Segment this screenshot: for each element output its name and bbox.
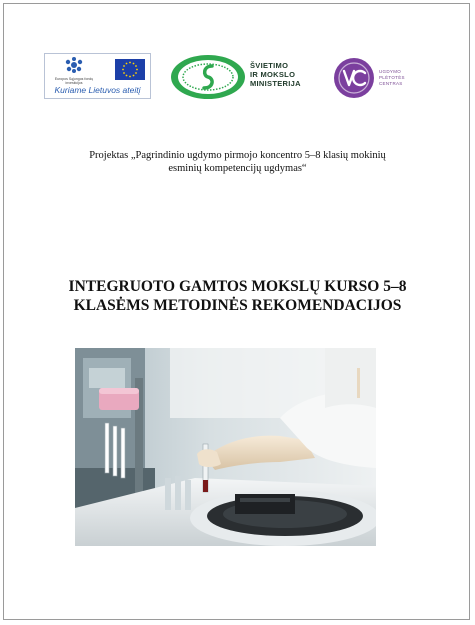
esf-tagline: Kuriame Lietuvos ateitį [54, 85, 141, 95]
uc-line-3: CENTRAS [379, 81, 403, 86]
ministry-line-2: IR MOKSLO [250, 70, 296, 79]
esf-logo [44, 53, 151, 99]
project-line-1: Projektas „Pagrindinio ugdymo pirmojo koncentro 5–8 klasių mokinių [89, 150, 386, 161]
laboratory-photo [75, 348, 376, 546]
ministry-emblem-icon [170, 54, 246, 100]
title-line-2: KLASĖMS METODINĖS REKOMENDACIJOS [73, 297, 402, 314]
uc-emblem-icon [333, 57, 375, 99]
project-line-2: esminių kompetencijų ugdymas“ [168, 163, 307, 174]
ministry-line-3: MINISTERIJA [250, 79, 301, 88]
document-title [30, 277, 445, 315]
project-name [50, 149, 425, 175]
uc-line-2: PLĖTOTĖS [379, 75, 405, 80]
title-line-1: INTEGRUOTO GAMTOS MOKSLŲ KURSO 5–8 [68, 278, 407, 295]
uc-name [379, 69, 405, 87]
uc-line-1: UGDYMO [379, 69, 402, 74]
ministry-name [250, 61, 301, 88]
eu-flag-icon [115, 59, 145, 80]
esf-small-text: Europos Sąjungos fondų investicijos [54, 77, 94, 85]
ministry-line-1: ŠVIETIMO [250, 61, 289, 70]
